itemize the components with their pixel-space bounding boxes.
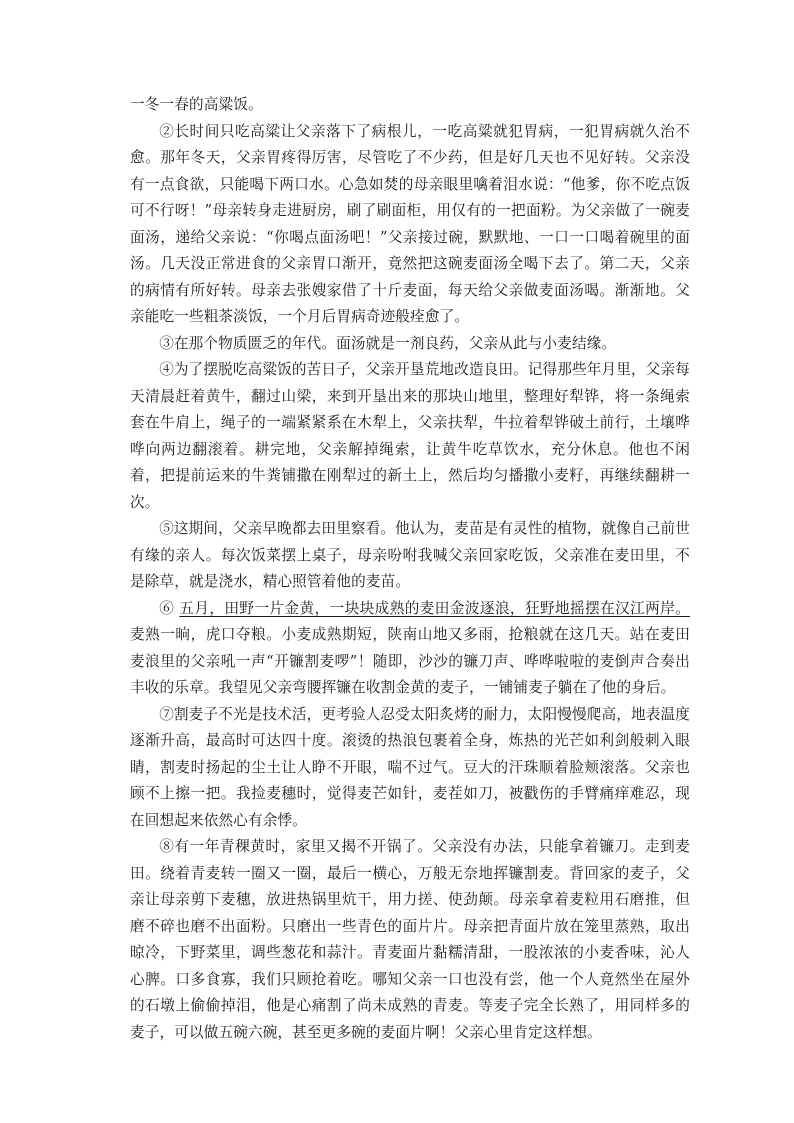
paragraph-continuation: 一冬一春的高粱饭。 xyxy=(130,96,263,113)
paragraph-8: ⑧有一年青稞黄时，家里又揭不开锅了。父亲没有办法，只能拿着镰刀。走到麦田。绕着青麦转一圈又一圈，最后一横心，万般无奈地挥镰割麦。背回家的麦子，父亲让母亲剪下麦穗，放进热锅里炕干，用力搓、使劲颠。母亲拿着麦粒用石磨推，但磨不碎也磨不出面粉。只磨出一些青色的面片片。母亲把青面片放在笼里蒸熟，取出晾冷，下野菜里，调些葱花和蒜汁。青麦面片黏糯清甜，一股浓浓的小麦香味，沁人心脾。口多食寡，我们只顾抢着吃。哪知父亲一口也没有尝，他一个人竟然坐在屋外的石墩上偷偷掉泪，他是心痛割了尚未成熟的青麦。等麦子完全长熟了，用同样多的麦子，可以做五碗六碗，甚至更多碗的麦面片啊！父亲心里肯定这样想。 xyxy=(130,838,690,1041)
paragraph-2: ②长时间只吃高粱让父亲落下了病根儿，一吃高粱就犯胃病，一犯胃病就久治不愈。那年冬天，父亲胃疼得厉害，尽管吃了不少药，但是好几天也不见好转。父亲没有一点食欲，只能喝下两口水。心急如焚的母亲眼里噙着泪水说：“他爹，你不吃点饭可不行呀！”母亲转身走进厨房，刷了刷面柜，用仅有的一把面粉。为父亲做了一碗麦面汤，递给父亲说：“你喝点面汤吧！”父亲接过碗，默默地、一口一口喝着碗里的面汤。几天没正常进食的父亲胃口渐开，竟然把这碗麦面汤全喝下去了。第二天，父亲的病情有所好转。母亲去张嫂家借了十斤麦面，每天给父亲做麦面汤喝。渐渐地。父亲能吃一些粗茶淡饭，一个月后胃病奇迹般痊愈了。 xyxy=(130,122,690,325)
paragraph-4: ④为了摆脱吃高粱饭的苦日子，父亲开垦荒地改造良田。记得那些年月里，父亲每天清晨赶着黄牛，翻过山梁，来到开垦出来的那块山地里，整理好犁铧，将一条绳索套在牛肩上，绳子的一端紧紧系在木犁上，父亲扶犁，牛拉着犁铧破土前行，土壤哗哗向两边翻滚着。耕完地，父亲解掉绳索，让黄牛吃草饮水，充分休息。他也不闲着，把提前运来的牛粪铺撒在刚犁过的新土上，然后均匀播撒小麦籽，再继续翻耕一次。 xyxy=(130,361,690,511)
paragraph-5: ⑤这期间，父亲早晚都去田里察看。他认为，麦苗是有灵性的植物，就像自己前世有缘的亲人。每次饭菜摆上桌子，母亲吩咐我喊父亲回家吃饭，父亲准在麦田里，不是除草，就是浇水，精心照管着他的麦苗。 xyxy=(130,520,690,590)
paragraph-7: ⑦割麦子不光是技术活，更考验人忍受太阳炙烤的耐力，太阳慢慢爬高，地表温度逐渐升高，最高时可达四十度。滚烫的热浪包裹着全身，炼热的光芒如利剑般刺入眼睛，割麦时扬起的尘土让人睁不开眼，喘不过气。豆大的汗珠顺着脸颊滚落。父亲也顾不上擦一把。我捡麦穗时，觉得麦芒如针，麦茬如刀，被戳伤的手臂痛痒难忍，现在回想起来依然心有余悸。 xyxy=(130,705,690,829)
paragraph-3: ③在那个物质匮乏的年代。面汤就是一剂良药，父亲从此与小麦结缘。 xyxy=(159,334,617,352)
paragraph-6 xyxy=(130,596,690,702)
article-body xyxy=(130,92,690,1046)
paragraph-6-number: ⑥ xyxy=(159,599,180,617)
underlined-sentence: 五月，田野一片金黄，一块块成熟的麦田金波逐浪，狂野地摇摆在汉江两岸。 xyxy=(179,599,690,617)
paragraph-6-rest: 麦熟一晌，虎口夺粮。小麦成熟期短，陕南山地又多雨，抢粮就在这几天。站在麦田麦浪里的父亲吼一声“开镰割麦啰”！随即，沙沙的镰刀声、哗哗啦啦的麦倒声合奏出丰收的乐章。我望见父亲弯腰挥镰在收割金黄的麦子，一铺铺麦子躺在了他的身后。 xyxy=(130,626,690,696)
